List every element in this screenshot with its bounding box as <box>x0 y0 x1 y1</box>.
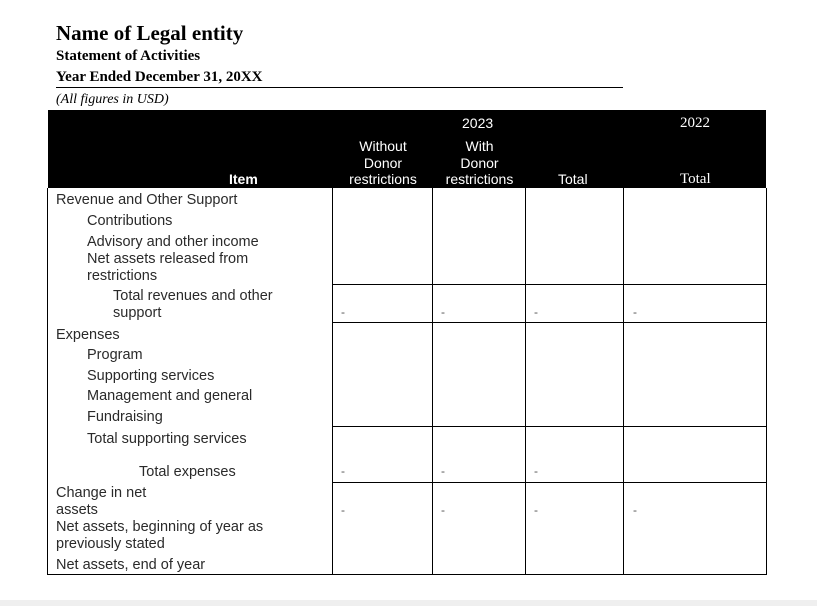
row-contributions: Contributions <box>87 213 173 229</box>
beginning-line2: previously stated <box>56 536 165 552</box>
column-divider <box>332 188 333 575</box>
dash-cell: - <box>341 503 345 517</box>
without-line2: Donor <box>363 154 403 171</box>
row-supporting-services: Supporting services <box>87 368 215 384</box>
period-label: Year Ended December 31, 20XX <box>56 69 263 85</box>
dash-cell: - <box>633 305 637 319</box>
row-total-expenses: Total expenses <box>139 464 236 480</box>
total-revenue-line2: support <box>113 305 162 321</box>
with-line1: With <box>465 138 494 154</box>
dash-cell: - <box>341 464 345 478</box>
row-net-assets-end: Net assets, end of year <box>56 557 206 573</box>
row-net-assets-released <box>87 251 248 285</box>
row-fundraising: Fundraising <box>87 409 163 425</box>
column-divider <box>623 188 624 575</box>
year-current-label: 2023 <box>462 115 494 131</box>
row-expenses-section: Expenses <box>56 327 120 343</box>
column-divider <box>525 188 526 575</box>
column-header-total-current: Total <box>558 171 588 187</box>
row-program: Program <box>87 347 143 363</box>
column-header-item: Item <box>229 171 258 187</box>
released-line2: restrictions <box>87 268 158 284</box>
row-change-in-net-assets <box>56 485 146 519</box>
column-header-total-prior: Total <box>680 171 711 187</box>
beginning-line1: Net assets, beginning of year as <box>56 519 264 535</box>
dash-cell: - <box>534 503 538 517</box>
row-advisory-income: Advisory and other income <box>87 234 259 250</box>
dash-cell: - <box>441 503 445 517</box>
dash-cell: - <box>534 305 538 319</box>
with-line2: Donor <box>460 154 499 171</box>
with-line3: restrictions <box>445 171 514 187</box>
statement-title: Statement of Activities <box>56 48 201 64</box>
title-underline <box>56 87 623 88</box>
row-divider <box>332 322 766 323</box>
dash-cell: - <box>534 464 538 478</box>
row-net-assets-beginning <box>56 519 263 553</box>
row-divider <box>332 426 766 427</box>
year-prior-label: 2022 <box>680 115 710 131</box>
column-header-with-donor <box>433 138 526 188</box>
total-revenue-line1: Total revenues and other <box>113 288 273 304</box>
column-divider <box>432 188 433 575</box>
page-bottom-strip <box>0 600 817 606</box>
row-total-supporting-services: Total supporting services <box>87 431 247 447</box>
dash-cell: - <box>341 305 345 319</box>
without-line3: restrictions <box>349 171 417 187</box>
entity-name-title: Name of Legal entity <box>56 21 244 45</box>
row-divider <box>332 284 766 285</box>
row-total-revenues <box>113 288 273 322</box>
change-line2: assets <box>56 502 98 518</box>
row-divider <box>332 482 766 483</box>
row-management-general: Management and general <box>87 388 253 404</box>
dash-cell: - <box>633 503 637 517</box>
currency-note: (All figures in USD) <box>56 92 169 107</box>
released-line1: Net assets released from <box>87 251 249 267</box>
without-line1: Without <box>359 138 407 154</box>
row-revenue-section: Revenue and Other Support <box>56 192 238 208</box>
change-line1: Change in net <box>56 485 147 501</box>
dash-cell: - <box>441 305 445 319</box>
dash-cell: - <box>441 464 445 478</box>
column-header-without-donor <box>333 138 433 188</box>
